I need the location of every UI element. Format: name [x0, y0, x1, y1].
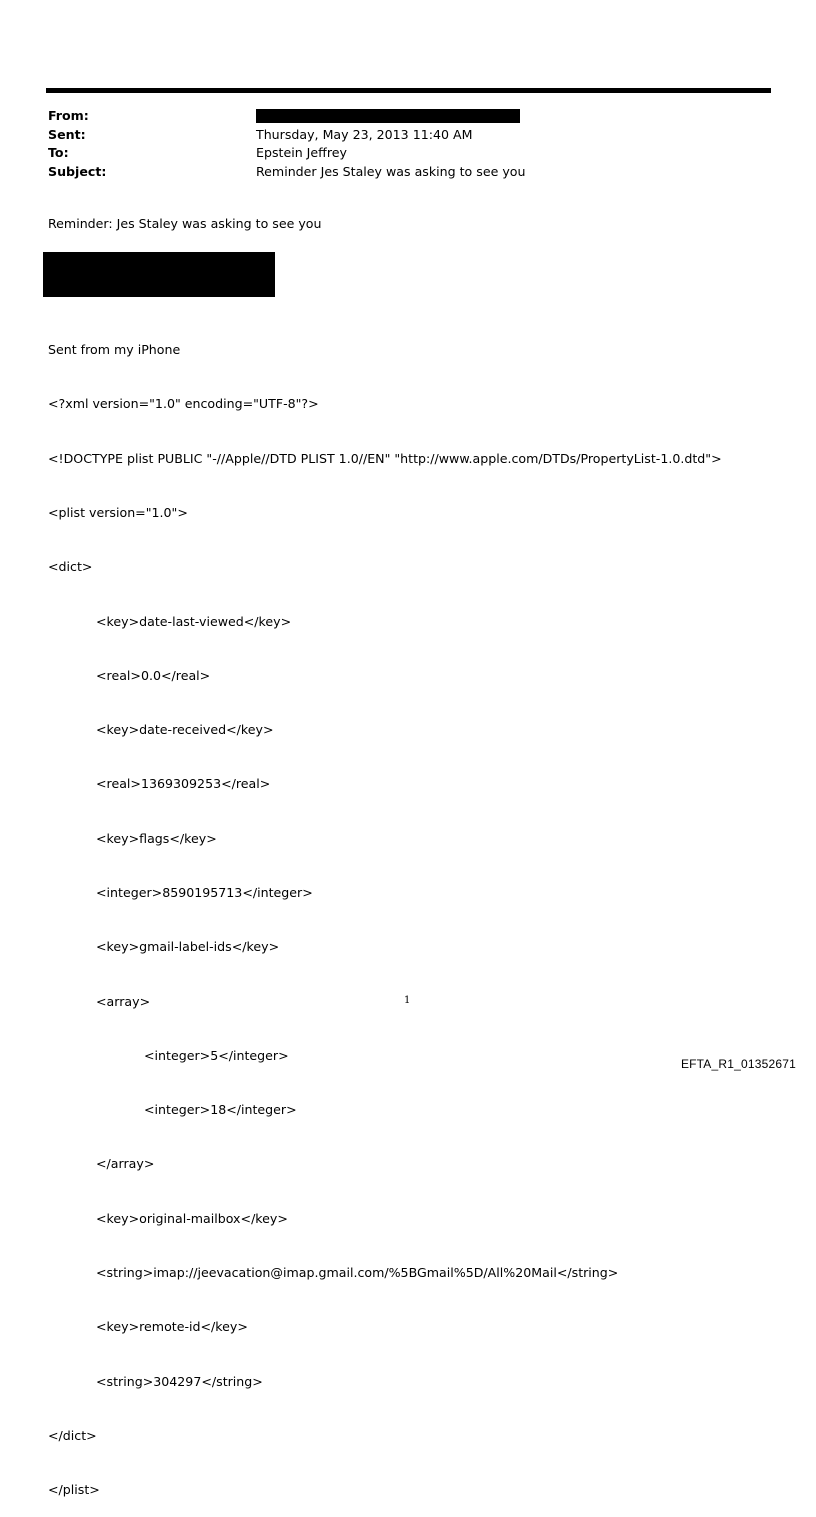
body-line: <real>0.0</real>: [96, 667, 211, 683]
body-line: <key>original-mailbox</key>: [96, 1210, 288, 1226]
body-line: <integer>5</integer>: [144, 1047, 289, 1063]
body-line: <key>flags</key>: [96, 830, 217, 846]
email-header: [48, 107, 748, 181]
body-line: <?xml version="1.0" encoding="UTF-8"?>: [48, 396, 319, 412]
body-intro: Reminder: Jes Staley was asking to see you: [48, 216, 322, 231]
body-line: <integer>8590195713</integer>: [96, 885, 313, 900]
body-line: <integer>18</integer>: [144, 1102, 297, 1118]
email-body: [48, 305, 722, 1517]
subject-label: Subject:: [48, 163, 107, 179]
body-line: <plist version="1.0">: [48, 505, 188, 521]
body-line: <string>304297</string>: [96, 1373, 263, 1389]
redaction-bar: [256, 109, 520, 123]
from-row: [48, 107, 748, 126]
body-line: <key>date-received</key>: [96, 722, 274, 738]
subject-value: Reminder Jes Staley was asking to see you: [256, 163, 526, 179]
page-number: 1: [404, 995, 411, 1006]
body-line: <real>1369309253</real>: [96, 776, 271, 792]
body-line: <key>remote-id</key>: [96, 1319, 248, 1335]
from-label: From:: [48, 108, 89, 123]
to-value: Epstein Jeffrey: [256, 145, 347, 160]
body-line: <string>imap://jeevacation@imap.gmail.com/%5BGmail%5D/All%20Mail</string>: [96, 1264, 619, 1280]
redaction-block: [43, 252, 275, 297]
subject-row: [48, 163, 748, 182]
sent-value: Thursday, May 23, 2013 11:40 AM: [256, 126, 473, 142]
to-row: [48, 144, 748, 163]
body-line: <array>: [96, 993, 151, 1009]
body-line: <key>date-last-viewed</key>: [96, 613, 292, 629]
sent-label: Sent:: [48, 126, 86, 142]
sent-row: [48, 126, 748, 145]
body-line: </dict>: [48, 1427, 97, 1443]
body-line: <!DOCTYPE plist PUBLIC "-//Apple//DTD PLIST 1.0//EN" "http://www.apple.com/DTDs/PropertyList-1.0.dtd">: [48, 450, 722, 466]
body-line: </plist>: [48, 1482, 100, 1498]
header-divider: [46, 88, 771, 93]
bates-number: EFTA_R1_01352671: [680, 1057, 796, 1071]
to-label: To:: [48, 145, 69, 160]
body-line: </array>: [96, 1156, 155, 1172]
body-line: <dict>: [48, 559, 93, 575]
body-line: Sent from my iPhone: [48, 342, 181, 358]
body-line: <key>gmail-label-ids</key>: [96, 939, 280, 955]
